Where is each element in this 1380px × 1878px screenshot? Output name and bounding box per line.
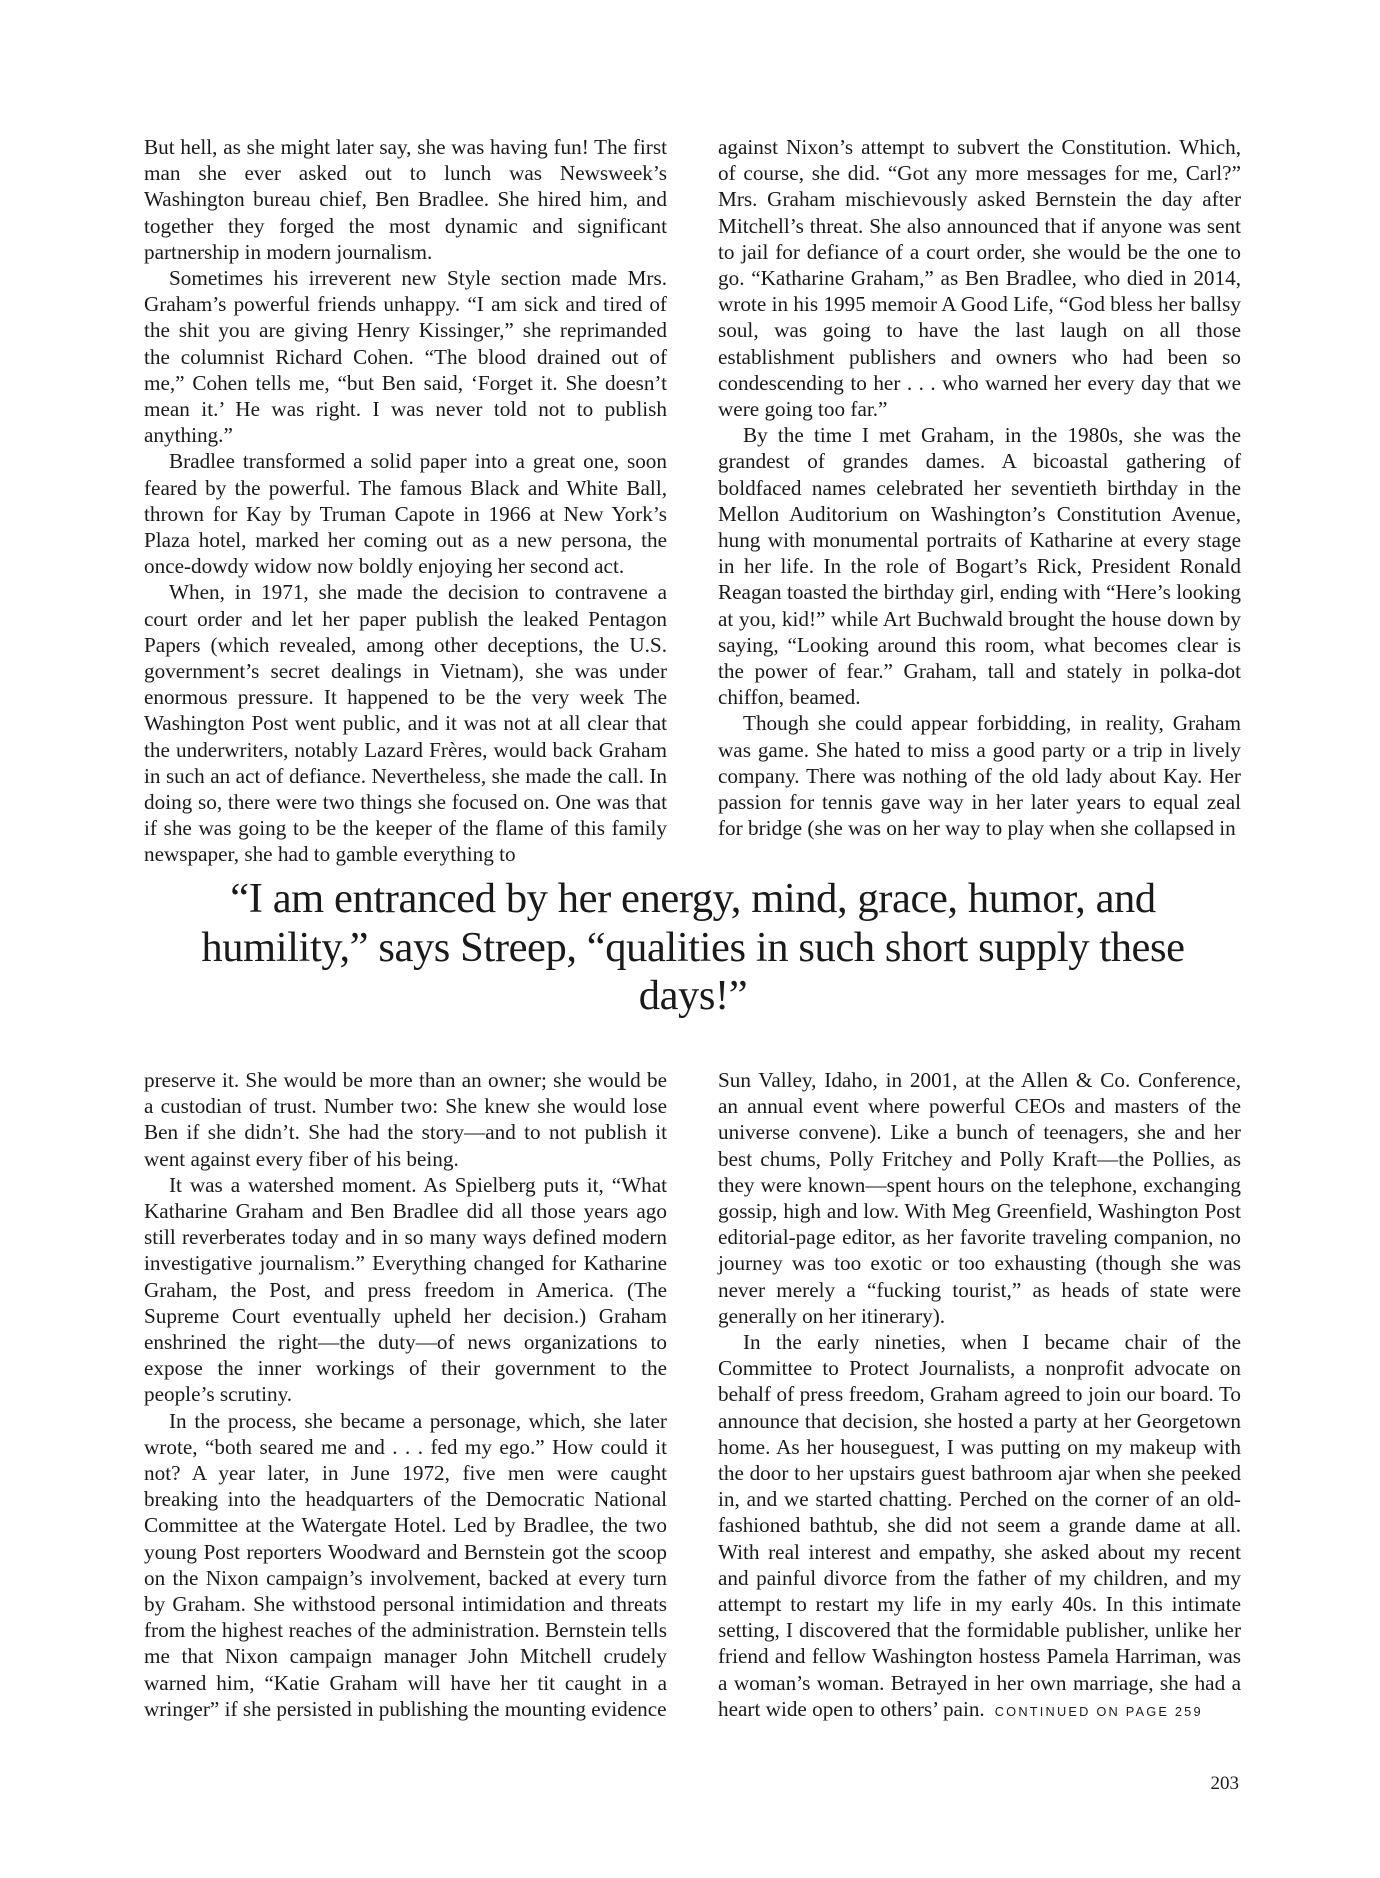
article-column-bottom-left bbox=[144, 1067, 667, 1722]
page-number: 203 bbox=[1210, 1773, 1239, 1794]
paragraph: Sun Valley, Idaho, in 2001, at the Allen & Co. Conference, an annual event where powerful CEOs and masters of the universe convene). Like a bunch of teenagers, she and her best chums, Polly Fritchey and Polly Kraft—the Pollies, as they were known—spent hours on the telephone, exchanging gossip, high and low. With Meg Greenfield, Washington Post editorial-page editor, as her favorite traveling companion, no journey was too exotic or too exhausting (though she was never merely a “fucking tourist,” as heads of state were generally on her itinerary). bbox=[718, 1068, 1241, 1328]
article-column-bottom-right bbox=[718, 1067, 1241, 1725]
paragraph: By the time I met Graham, in the 1980s, she was the grandest of grandes dames. A bicoastal gathering of boldfaced names celebrated her seventieth birthday in the Mellon Auditorium on Washington’s Constitution Avenue, hung with monumental portraits of Katharine at every stage in her life. In the role of Bogart’s Rick, President Ronald Reagan toasted the birthday girl, ending with “Here’s looking at you, kid!” while Art Buchwald brought the house down by saying, “Looking around this room, what becomes clear is the power of fear.” Graham, tall and stately in polka-dot chiffon, beamed. bbox=[718, 423, 1241, 710]
paragraph: Though she could appear forbidding, in reality, Graham was game. She hated to miss a good party or a trip in lively company. There was nothing of the old lady about Kay. Her passion for tennis gave way in her later years to equal zeal for bridge (she was on her way to play when she collapsed in bbox=[718, 711, 1241, 841]
paragraph: Bradlee transformed a solid paper into a great one, soon feared by the powerful. The famous Black and White Ball, thrown for Kay by Truman Capote in 1966 at New York’s Plaza hotel, marked her coming out as a new persona, the once-dowdy widow now boldly enjoying her second act. bbox=[144, 449, 667, 579]
paragraph: preserve it. She would be more than an owner; she would be a custodian of trust. Number two: She knew she would lose Ben if she didn’t. She had the story—and to not publish it went against every fiber of his being. bbox=[144, 1068, 667, 1171]
paragraph: It was a watershed moment. As Spielberg puts it, “What Katharine Graham and Ben Bradlee did all those years ago still reverberates today and in so many ways defined modern investigative journalism.” Everything changed for Katharine Graham, the Post, and press freedom in America. (The Supreme Court eventually upheld her decision.) Graham enshrined the right—the duty—of news organizations to expose the inner workings of their government to the people’s scrutiny. bbox=[144, 1172, 667, 1407]
paragraph: When, in 1971, she made the decision to contravene a court order and let her paper publish the leaked Pentagon Papers (which revealed, among other deceptions, the U.S. government’s secret dealings in Vietnam), she was under enormous pressure. It happened to be the very week The Washington Post went public, and it was not at all clear that the underwriters, notably Lazard Frères, would back Graham in such an act of defiance. Nevertheless, she made the call. In doing so, there were two things she focused on. One was that if she was going to be the keeper of the flame of this family newspaper, she had to gamble everything to bbox=[144, 580, 667, 867]
paragraph: In the process, she became a personage, which, she later wrote, “both seared me and . . . fed my ego.” How could it not? A year later, in June 1972, five men were caught breaking into the headquarters of the Democratic National Committee at the Watergate Hotel. Led by Bradlee, the two young Post reporters Woodward and Bernstein got the scoop on the Nixon campaign’s involvement, backed at every turn by Graham. She withstood personal intimidation and threats from the highest reaches of the administration. Bernstein tells me that Nixon campaign manager John Mitchell crudely warned him, “Katie Graham will have her tit caught in a wringer” if she persisted in publishing the mounting evidence bbox=[144, 1408, 667, 1721]
paragraph: But hell, as she might later say, she was having fun! The first man she ever asked out to lunch was Newsweek’s Washington bureau chief, Ben Bradlee. She hired him, and together they forged the most dynamic and significant partnership in modern journalism. bbox=[144, 135, 667, 264]
article-column-top-left bbox=[144, 134, 667, 868]
paragraph: against Nixon’s attempt to subvert the Constitution. Which, of course, she did. “Got any more messages for me, Carl?” Mrs. Graham mischievously asked Bernstein the day after Mitchell’s threat. She also announced that if anyone was sent to jail for defiance of a court order, she would be the one to go. “Katharine Graham,” as Ben Bradlee, who died in 2014, wrote in his 1995 memoir A Good Life, “God bless her ballsy soul, was going to have the last laugh on all those establishment publishers and owners who had been so condescending to her . . . who warned her every day that we were going too far.” bbox=[718, 135, 1241, 422]
pull-quote: “I am entranced by her energy, mind, grace, humor, and humility,” says Streep, “qualities in such short supply these days!” bbox=[201, 875, 1185, 1019]
paragraph: Sometimes his irreverent new Style section made Mrs. Graham’s powerful friends unhappy. “I am sick and tired of the shit you are giving Henry Kissinger,” she reprimanded the columnist Richard Cohen. “The blood drained out of me,” Cohen tells me, “but Ben said, ‘Forget it. She doesn’t mean it.’ He was right. I was never told not to publish anything.” bbox=[144, 266, 667, 448]
continued-on-page: CONTINUED ON PAGE 259 bbox=[994, 1703, 1203, 1719]
article-column-top-right bbox=[718, 134, 1241, 841]
paragraph-text: In the early nineties, when I became chair of the Committee to Protect Journalists, a nonprofit advocate on behalf of press freedom, Graham agreed to join our board. To announce that decision, she hosted a party at her Georgetown home. As her houseguest, I was putting on my makeup with the door to her upstairs guest bathroom ajar when she peeked in, and we started chatting. Perched on the corner of an old-fashioned bathtub, she did not seem a grande dame at all. With real interest and empathy, she asked about my recent and painful divorce from the father of my children, and my attempt to restart my life in my early 40s. In this intimate setting, I discovered that the formidable publisher, unlike her friend and fellow Washington hostess Pamela Harriman, was a woman’s woman. Betrayed in her own marriage, she had a heart wide open to others’ pain. bbox=[718, 1330, 1241, 1721]
paragraph bbox=[718, 1329, 1241, 1725]
